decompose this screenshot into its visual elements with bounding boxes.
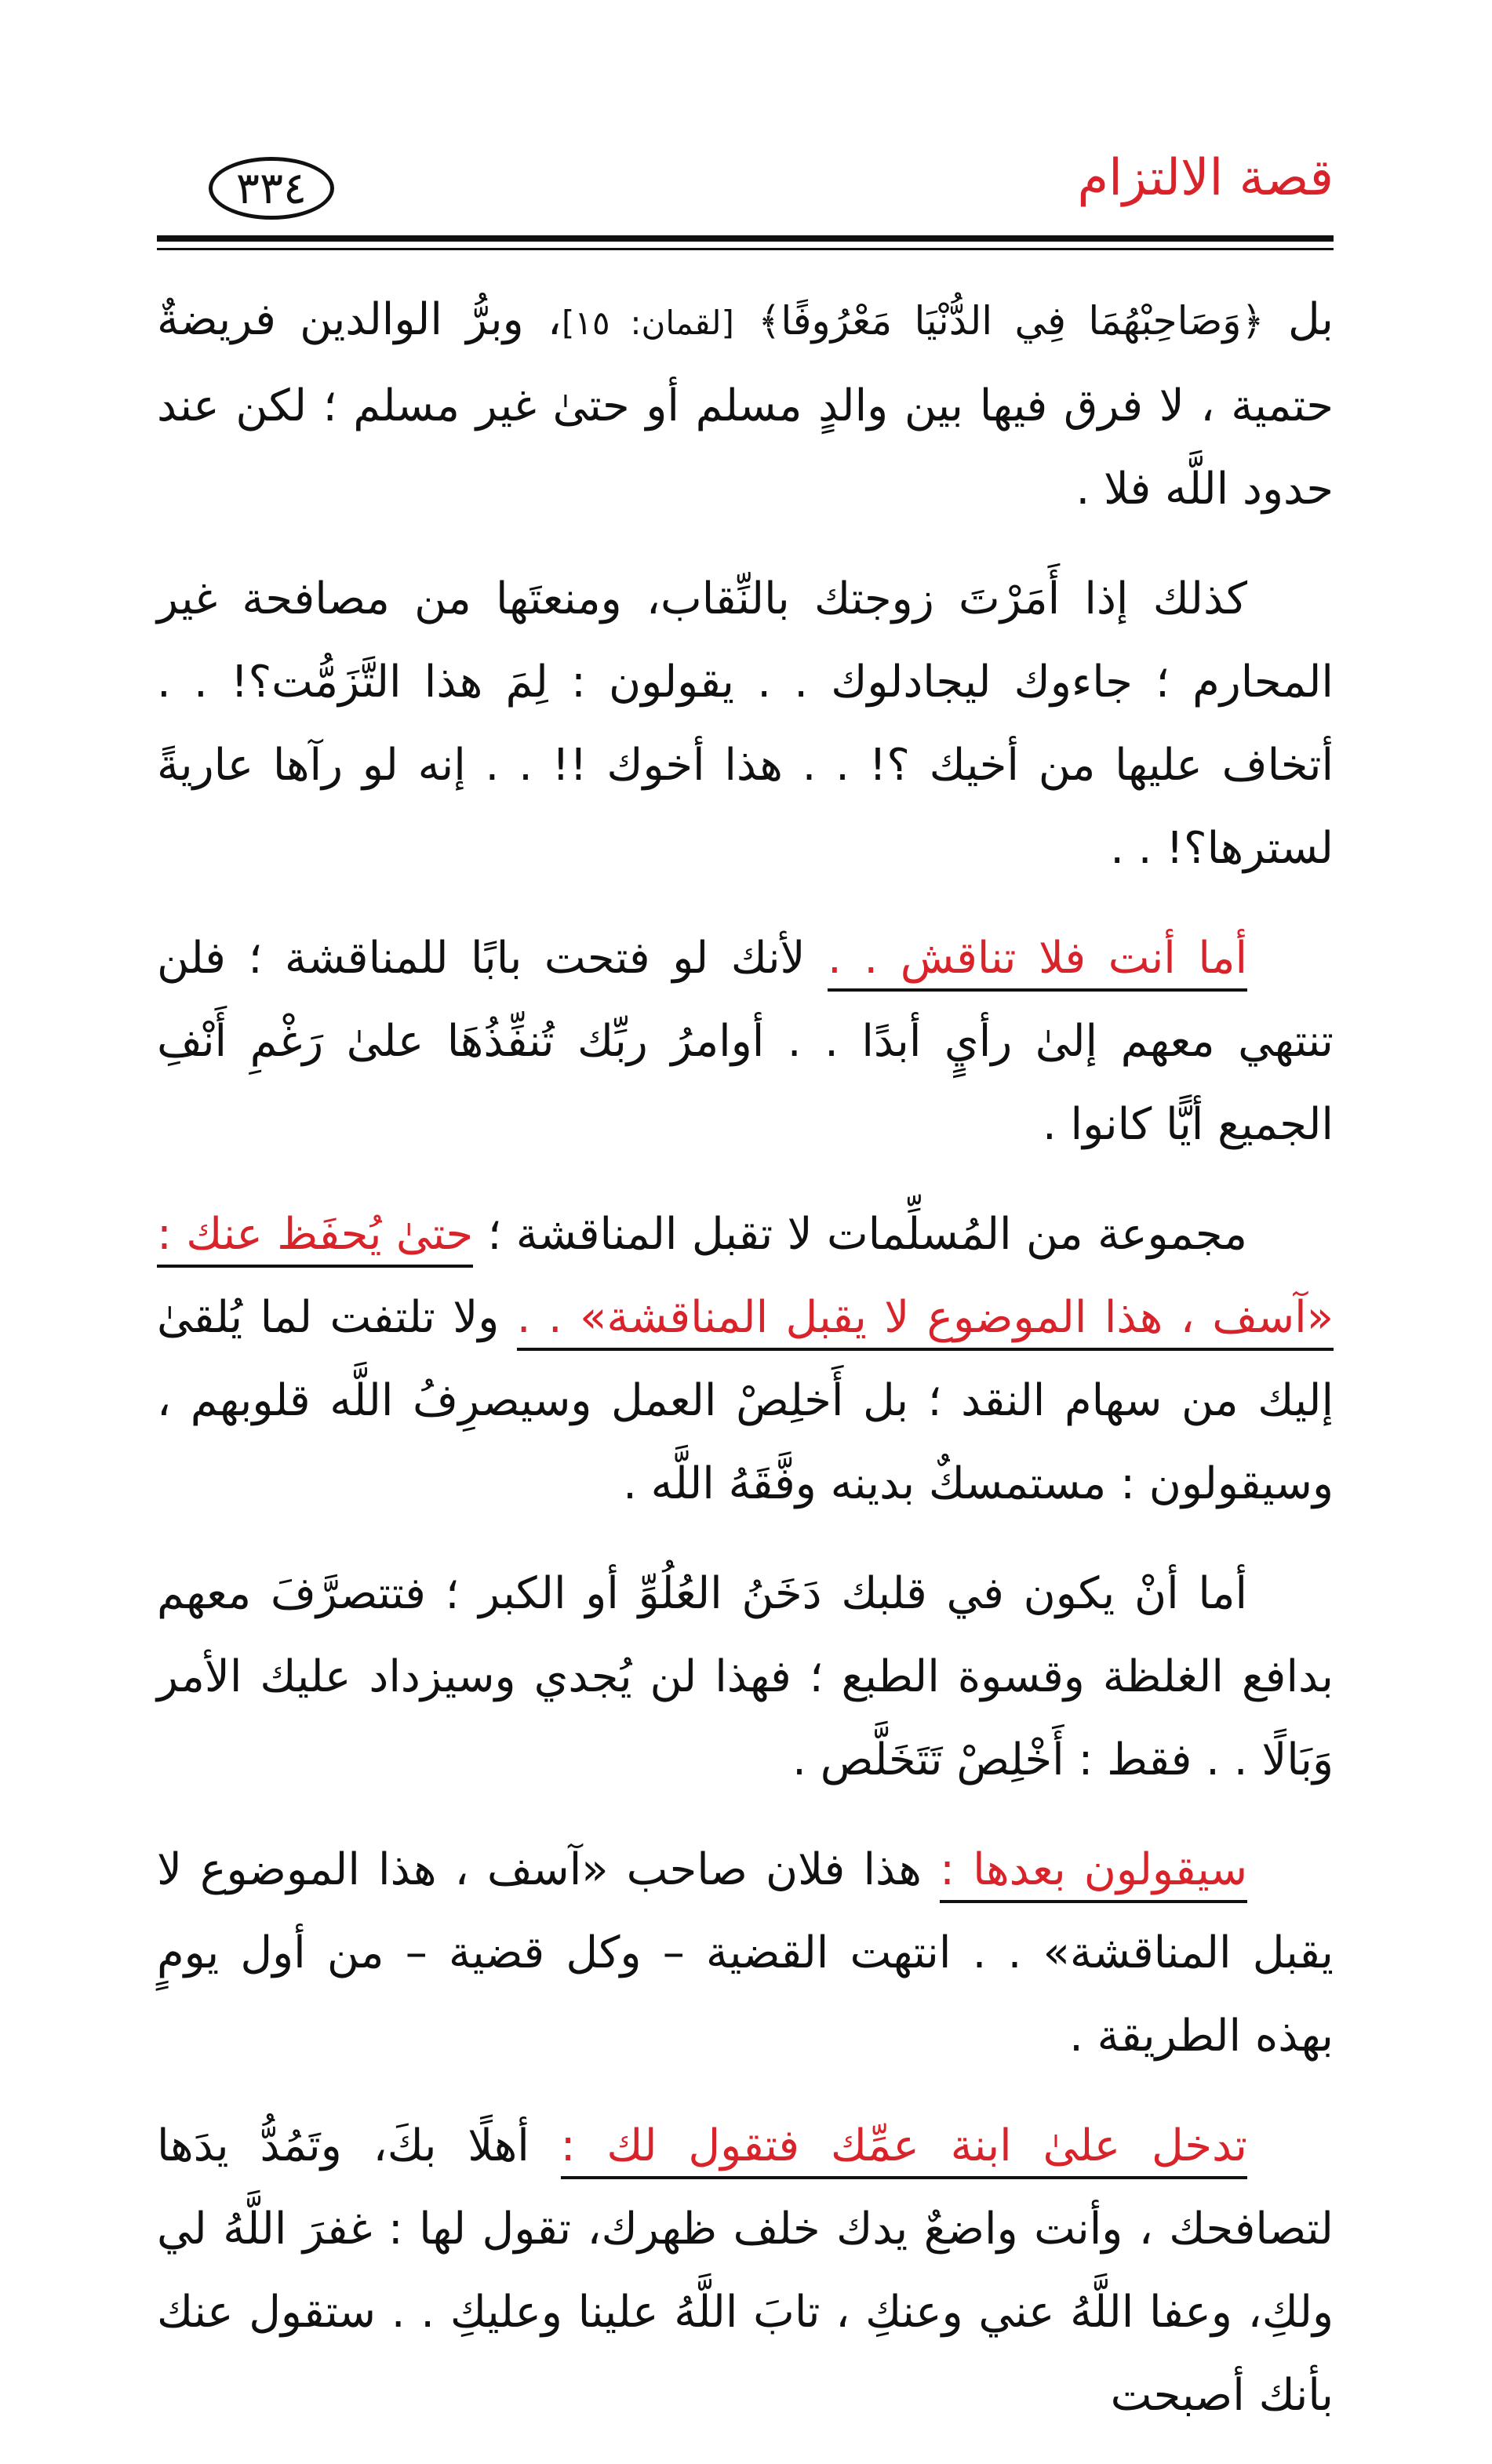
page-header	[157, 141, 1334, 243]
paragraph-5	[157, 1552, 1334, 1802]
paragraph-text: هذا فلان صاحب «آسف ، هذا الموضوع لا يقبل المناقشة» . . انتهت القضية – وكل قضية – من أول يومٍ بهذه الطريقة .	[157, 1844, 1334, 2062]
paragraph-4	[157, 1193, 1334, 1526]
highlight-phrase: حتىٰ يُحفَظ عنك : «آسف ، هذا الموضوع لا يقبل المناقشة» . .	[157, 1209, 1334, 1351]
highlight-phrase: تدخل علىٰ ابنة عمِّك فتقول لك :	[561, 2120, 1247, 2179]
paragraph-1	[157, 278, 1334, 531]
paragraph-text: أما أنْ يكون في قلبك دَخَنُ العُلُوِّ أو الكبر ؛ فتتصرَّفَ معهم بدافع الغلظة وقسوة الطبع ؛ فهذا لن يُجدي وسيزداد عليك الأمر وَبَالًا . . فقط : أَخْلِصْ تَتَخَلَّص .	[157, 1568, 1334, 1785]
highlight-phrase: أما أنت فلا تناقش . .	[828, 933, 1247, 992]
paragraph-text: ، وبرُّ الوالدين فريضةٌ حتمية ، لا فرق فيها بين والدٍ مسلم أو حتىٰ غير مسلم ؛ لكن عند حدود اللَّه فلا .	[157, 294, 1334, 515]
paragraph-text: أهلًا بكَ، وتَمُدُّ يدَها لتصافحك ، وأنت واضعٌ يدك خلف ظهرك، تقول لها : غفرَ اللَّهُ لي ولكِ، وعفا اللَّهُ عني وعنكِ ، تابَ اللَّهُ علينا وعليكِ . . ستقول عنك بأنك أصبحت	[157, 2120, 1334, 2421]
paragraph-7	[157, 2105, 1334, 2437]
page-number: ٣٣٤	[209, 157, 334, 220]
paragraph-text: لأنك لو فتحت بابًا للمناقشة ؛ فلن تنتهي معهم إلىٰ رأيٍ أبدًا . . أوامرُ ربِّك تُنفِّذُهَا علىٰ رَغْمِ أَنْفِ الجميع أيًّا كانوا .	[157, 933, 1334, 1150]
paragraph-text: كذلك إذا أَمَرْتَ زوجتك بالنِّقاب، ومنعتَها من مصافحة غير المحارم ؛ جاءوك ليجادلوك . . يقولون : لِمَ هذا التَّزَمُّت؟! . . أتخاف عليها من أخيك ؟! . . هذا أخوك !! . . إنه لو رآها عاريةً لسترها؟! . .	[157, 573, 1334, 874]
header-rule-thin	[157, 248, 1334, 250]
paragraph-6	[157, 1829, 1334, 2078]
paragraph-text: ولا تلتفت لما يُلقىٰ إليك من سهام النقد ؛ بل أَخلِصْ العمل وسيصرِفُ اللَّه قلوبهم ، وسيقولون : مستمسكٌ بدينه وفَّقَهُ اللَّه .	[157, 1292, 1334, 1509]
verse-reference: [لقمان: ١٥]	[562, 304, 734, 342]
paragraph-2	[157, 558, 1334, 890]
highlight-phrase: سيقولون بعدها :	[940, 1844, 1247, 1903]
running-title: قصة الالتزام	[1077, 149, 1334, 207]
paragraph-text: مجموعة من المُسلِّمات لا تقبل المناقشة ؛	[487, 1209, 1247, 1260]
paragraph-lead: بل	[1287, 294, 1334, 345]
quran-verse: ﴿وَصَاحِبْهُمَا فِي الدُّنْيَا مَعْرُوفًا﴾	[758, 298, 1265, 344]
paragraph-3	[157, 917, 1334, 1166]
body-text	[157, 278, 1334, 2464]
header-rule-thick	[157, 235, 1334, 242]
